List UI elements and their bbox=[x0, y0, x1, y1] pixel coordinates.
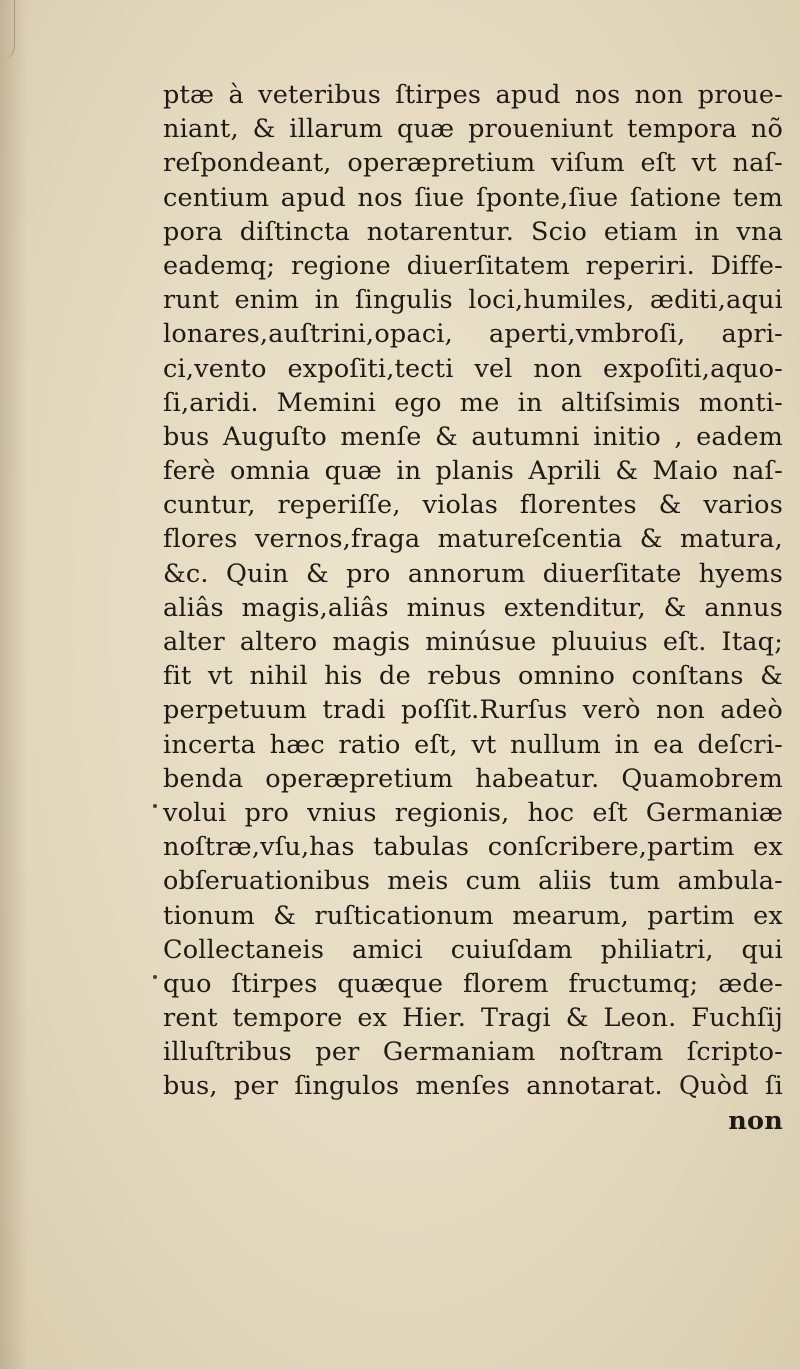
text-line: &c. Quin & pro annorum diuerſitate hyems bbox=[163, 558, 783, 589]
text-line: aliâs magis,aliâs minus extenditur, & annus bbox=[163, 592, 783, 623]
text-line: ferè omnia quæ in planis Aprili & Maio naſ- bbox=[163, 456, 783, 487]
text-line: lonares,auſtrini,opaci, aperti,vmbroſi, apri- bbox=[163, 319, 783, 350]
text-line: fit vt nihil his de rebus omnino conſtans & bbox=[163, 661, 783, 692]
text-line: Collectaneis amici cuiuſdam philiatri, qui bbox=[163, 934, 783, 965]
body-text bbox=[163, 78, 793, 1138]
text-line: ci,vento expoſiti,tecti vel non expoſiti,aquo- bbox=[163, 353, 783, 384]
text-line: noſtræ,vſu,has tabulas conſcribere,partim ex bbox=[163, 832, 783, 863]
margin-dot-lower bbox=[153, 975, 157, 979]
text-line: niant, & illarum quæ proueniunt tempora nõ bbox=[163, 114, 783, 145]
text-line: ptæ à veteribus ſtirpes apud nos non proue- bbox=[163, 80, 783, 110]
text-line: cuntur, reperiſſe, violas florentes & varios bbox=[163, 490, 783, 521]
text-line: eademq; regione diuerſitatem reperiri. Diffe- bbox=[163, 250, 783, 281]
text-line: flores vernos,fraga matureſcentia & matura, bbox=[163, 524, 783, 555]
text-line: bus, per ſingulos menſes annotarat. Quòd ſi bbox=[163, 1071, 783, 1102]
text-line: illuſtribus per Germaniam noſtram ſcripto- bbox=[163, 1037, 783, 1068]
text-line: bus Auguſto menſe & autumni initio , eadem bbox=[163, 421, 783, 452]
catchword: non bbox=[728, 1105, 783, 1136]
text-line: perpetuum tradi poſſit.Rurſus verò non adeò bbox=[163, 695, 783, 726]
text-line: reſpondeant, operæpretium viſum eſt vt naſ- bbox=[163, 148, 783, 179]
text-line: obſeruationibus meis cum aliis tum ambula- bbox=[163, 866, 783, 897]
text-line: benda operæpretium habeatur. Quamobrem bbox=[163, 763, 783, 794]
text-line: pora diſtincta notarentur. Scio etiam in vna bbox=[163, 216, 783, 247]
text-line: centium apud nos ſiue ſponte,ſiue ſatione tem bbox=[163, 182, 783, 213]
text-line: tionum & ruſticationum mearum, partim ex bbox=[163, 900, 783, 931]
text-line: volui pro vnius regionis, hoc eſt Germaniæ bbox=[163, 797, 783, 828]
margin-dot-upper bbox=[153, 804, 157, 808]
text-line: quo ſtirpes quæque florem fructumq; æde- bbox=[163, 968, 783, 999]
text-line: incerta hæc ratio eſt, vt nullum in ea deſcri- bbox=[163, 729, 783, 760]
text-line: rent tempore ex Hier. Tragi & Leon. Fuchſij bbox=[163, 1003, 783, 1034]
text-line: alter altero magis minúsue pluuius eſt. Itaq; bbox=[163, 627, 783, 657]
text-line: runt enim in ſingulis loci,humiles, æditi,aqui bbox=[163, 285, 783, 316]
text-line: ſi,aridi. Memini ego me in altiſsimis monti- bbox=[163, 387, 783, 418]
